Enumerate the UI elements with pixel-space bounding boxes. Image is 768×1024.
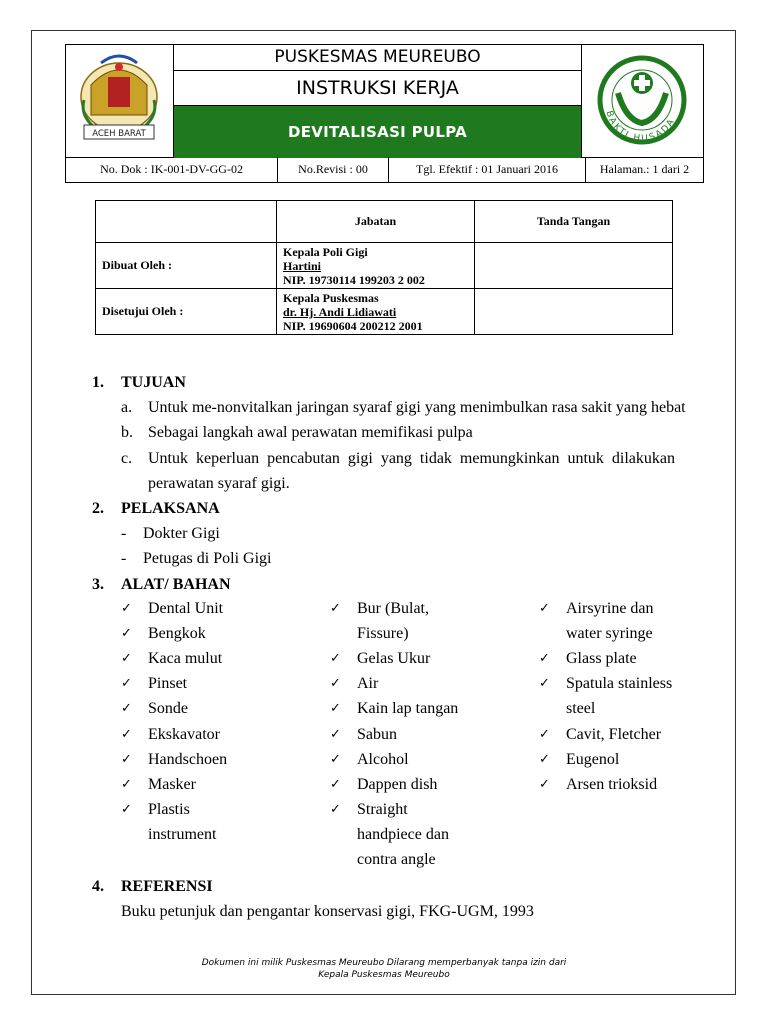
jabatan-title: Kepala Poli Gigi [283,244,368,259]
dibuat-oleh-jabatan [277,243,475,289]
tgl-efektif: Tgl. Efektif : 01 Januari 2016 [389,157,586,182]
header-center [174,45,581,157]
table-row [96,243,673,289]
disetujui-oleh-jabatan [277,289,475,335]
check-icon: ✓ [330,650,341,666]
list-item: Air [357,675,379,693]
nip: NIP. 19730114 199203 2 002 [283,272,425,287]
list-item: Sabun [357,725,397,743]
list-item: Gelas Ukur [357,650,431,668]
list-item: Kaca mulut [148,650,223,668]
halaman: Halaman.: 1 dari 2 [599,162,690,176]
check-icon: ✓ [539,775,550,791]
list-item: Sonde [148,700,188,718]
referensi-text: Buku petunjuk dan pengantar konservasi gigi, FKG-UGM, 1993 [121,903,534,920]
section-3-title: ALAT/ BAHAN [121,576,231,593]
no-dok: No. Dok : IK-001-DV-GG-02 [66,157,278,182]
list-item-letter: b. [121,424,133,441]
jabatan-header: Jabatan [277,201,475,243]
jabatan-title: Kepala Puskesmas [283,290,379,305]
person-name: Hartini [283,258,321,273]
list-item: steel [566,700,596,718]
list-item: instrument [148,825,217,843]
check-icon: ✓ [330,800,341,816]
section-4-number: 4. [92,878,104,895]
document-title: DEVITALISASI PULPA [174,106,581,158]
list-dash: - [121,550,127,567]
list-item-letter: a. [121,399,133,416]
list-item: Dental Unit [148,600,224,617]
empty-header-cell [96,201,277,243]
footer-line-1: Dokumen ini milik Puskesmas Meureubo Dilarang memperbanyak tanpa izin dari [201,958,567,968]
list-item: contra angle [357,851,436,868]
list-item: Untuk keperluan pencabutan gigi yang tidak memungkinkan untuk dilakukan [148,450,675,467]
bakti-husada-logo [581,45,703,157]
check-icon: ✓ [539,750,550,766]
list-item: Airsyrine dan [566,600,654,617]
org-name: PUSKESMAS MEUREUBO [174,45,581,71]
list-item: Dokter Gigi [143,525,220,542]
no-revisi: No.Revisi : 00 [278,157,389,182]
check-icon: ✓ [330,600,341,615]
check-icon: ✓ [539,600,550,615]
check-icon: ✓ [330,775,341,791]
check-icon: ✓ [121,750,132,766]
person-name: dr. Hj. Andi Lidiawati [283,304,397,319]
list-item: water syringe [566,625,653,643]
approval-table [95,200,673,335]
section-1-number: 1. [92,374,104,391]
aceh-barat-logo [66,45,174,157]
tanda-tangan-header: Tanda Tangan [475,201,673,243]
document-header [65,44,704,158]
check-icon: ✓ [539,725,550,741]
check-icon: ✓ [121,775,132,791]
check-icon: ✓ [539,650,550,666]
check-icon: ✓ [539,675,550,691]
check-icon: ✓ [330,750,341,766]
section-3-number: 3. [92,576,104,593]
check-icon: ✓ [121,625,132,641]
svg-text:ACEH BARAT: ACEH BARAT [92,129,146,139]
list-item: Plastis [148,800,190,818]
check-icon: ✓ [330,725,341,741]
section-4-title: REFERENSI [121,878,213,895]
svg-text:BAKTI HUSADA: BAKTI HUSADA [603,109,678,145]
disetujui-oleh-label: Disetujui Oleh : [96,289,277,335]
document-type: INSTRUKSI KERJA [174,71,581,106]
check-icon: ✓ [121,800,132,816]
check-icon: ✓ [121,650,132,666]
list-item: Untuk me-nonvitalkan jaringan syaraf gigi yang menimbulkan rasa sakit yang hebat [148,399,686,416]
list-item: Masker [148,775,196,793]
list-item: Dappen dish [357,775,438,793]
list-item: Bengkok [148,625,206,643]
list-item: Ekskavator [148,725,220,743]
check-icon: ✓ [121,725,132,741]
list-item: Spatula stainless [566,675,673,693]
section-1-title: TUJUAN [121,374,186,391]
list-item: Glass plate [566,650,637,668]
check-icon: ✓ [330,700,341,716]
document-meta-row [65,157,704,183]
section-2-title: PELAKSANA [121,500,220,517]
list-item: Pinset [148,675,188,693]
list-item: Alcohol [357,750,409,768]
footer-line-2: Kepala Puskesmas Meureubo [318,970,450,980]
list-item-continuation: perawatan syaraf gigi. [148,475,290,492]
dibuat-oleh-label: Dibuat Oleh : [96,243,277,289]
check-icon: ✓ [330,675,341,691]
list-item: Straight [357,800,408,818]
signature-cell [475,243,673,289]
list-dash: - [121,525,127,542]
list-item: Sebagai langkah awal perawatan memifikasi pulpa [148,424,473,441]
list-item-letter: c. [121,450,133,467]
list-item: Cavit, Fletcher [566,725,662,743]
list-item: Bur (Bulat, [357,600,429,617]
list-item: Handschoen [148,750,228,768]
signature-cell [475,289,673,335]
check-icon: ✓ [121,600,132,615]
list-item: Kain lap tangan [357,700,459,718]
check-icon: ✓ [121,700,132,716]
list-item: Fissure) [357,625,409,643]
table-header-row [96,201,673,243]
nip: NIP. 19690604 200212 2001 [283,318,423,333]
check-icon: ✓ [121,675,132,691]
list-item: Eugenol [566,750,620,768]
section-2-number: 2. [92,500,104,517]
list-item: Arsen trioksid [566,775,658,793]
footer-note [0,957,768,981]
list-item: handpiece dan [357,825,449,843]
list-item: Petugas di Poli Gigi [143,550,272,567]
table-row [96,289,673,335]
